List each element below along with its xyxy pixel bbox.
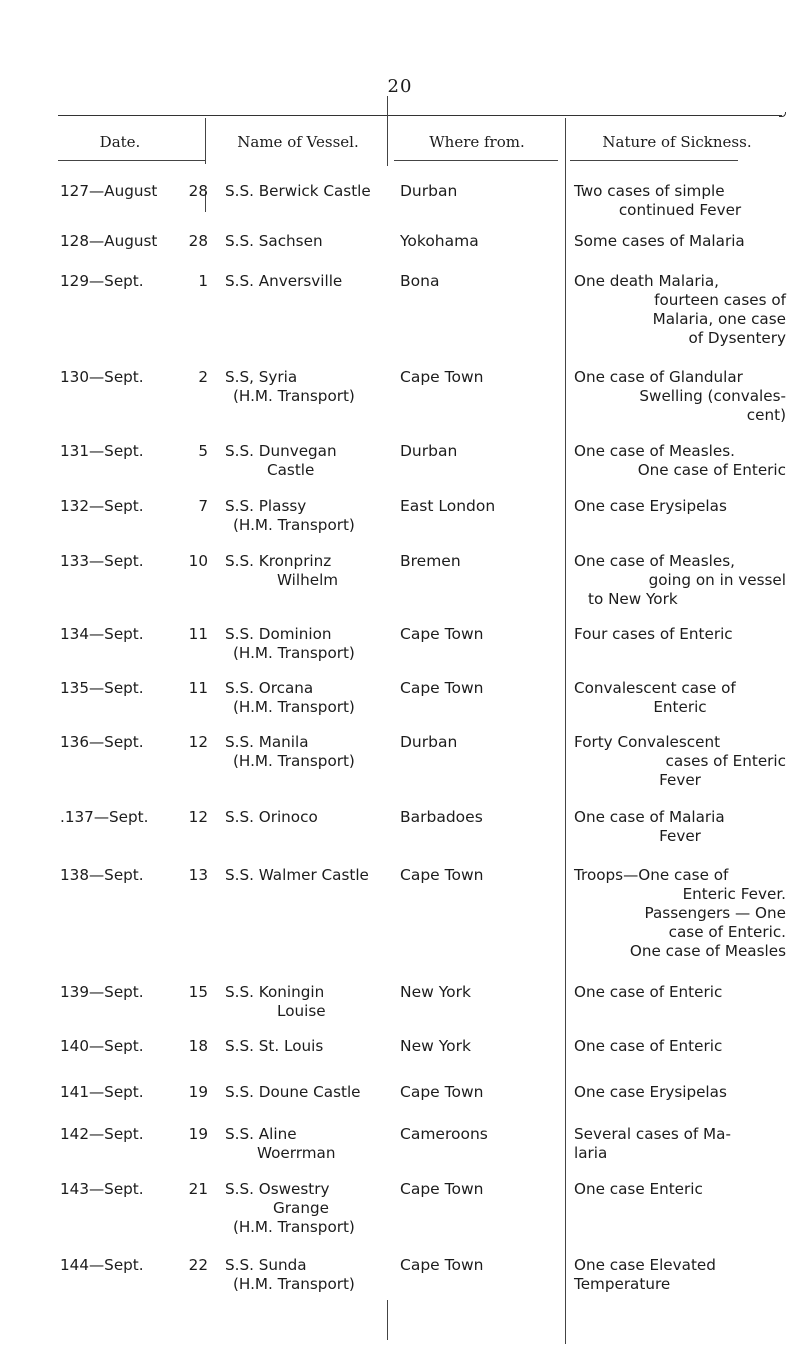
row-day: 22: [188, 1256, 208, 1274]
row-from: Bremen: [400, 552, 461, 570]
row-vessel: S.S. Oswestry Grange (H.M. Transport): [225, 1180, 355, 1236]
row-number: 143—Sept.: [60, 1180, 144, 1198]
row-number: 132—Sept.: [60, 497, 144, 515]
row-nature: One case of Measles. One case of Enteric: [574, 442, 786, 479]
row-day: 28: [188, 232, 208, 250]
row-vessel: S.S. Dunvegan Castle: [225, 442, 337, 479]
row-number: 130—Sept.: [60, 368, 144, 386]
row-vessel: S.S. Manila (H.M. Transport): [225, 733, 355, 770]
header-nature: Nature of Sickness.: [602, 133, 752, 151]
row-vessel: S.S. St. Louis: [225, 1037, 324, 1055]
row-number: 127—August: [60, 182, 158, 200]
row-number: 131—Sept.: [60, 442, 144, 460]
row-nature: One case Enteric: [574, 1180, 703, 1198]
row-nature: One case of Glandular Swelling (convales- cent): [574, 368, 786, 424]
row-nature: One case Erysipelas: [574, 497, 727, 515]
row-from: East London: [400, 497, 496, 515]
row-number: 135—Sept.: [60, 679, 144, 697]
row-day: 2: [198, 368, 208, 386]
header-vessel: Name of Vessel.: [237, 133, 359, 151]
row-day: 10: [188, 552, 208, 570]
row-nature: One case Elevated Temperature: [574, 1256, 716, 1293]
row-day: 19: [188, 1083, 208, 1101]
row-nature: One case of Malaria Fever: [574, 808, 725, 845]
row-from: Yokohama: [400, 232, 479, 250]
row-day: 7: [198, 497, 208, 515]
row-from: Cape Town: [400, 1180, 484, 1198]
row-from: New York: [400, 1037, 471, 1055]
row-day: 12: [188, 808, 208, 826]
row-nature: Four cases of Enteric: [574, 625, 733, 643]
row-day: 1: [198, 272, 208, 290]
row-from: Cameroons: [400, 1125, 488, 1143]
row-from: Cape Town: [400, 1083, 484, 1101]
row-nature: One case of Enteric: [574, 983, 723, 1001]
row-day: 21: [188, 1180, 208, 1198]
row-number: 139—Sept.: [60, 983, 144, 1001]
row-nature: One case Erysipelas: [574, 1083, 727, 1101]
row-nature: One case of Enteric: [574, 1037, 723, 1055]
row-vessel: S.S. Kronprinz Wilhelm: [225, 552, 339, 589]
row-nature: Some cases of Malaria: [574, 232, 745, 250]
row-from: Barbadoes: [400, 808, 483, 826]
row-day: 5: [198, 442, 208, 460]
header-from: Where from.: [429, 133, 525, 151]
row-number: 141—Sept.: [60, 1083, 144, 1101]
row-day: 11: [188, 625, 208, 643]
row-day: 28: [188, 182, 208, 200]
row-from: Durban: [400, 442, 458, 460]
row-from: Bona: [400, 272, 440, 290]
row-number: 138—Sept.: [60, 866, 144, 884]
row-from: Cape Town: [400, 1256, 484, 1274]
row-vessel: S.S. Walmer Castle: [225, 866, 369, 884]
row-number: 133—Sept.: [60, 552, 144, 570]
row-from: Cape Town: [400, 625, 484, 643]
row-vessel: S.S. Orinoco: [225, 808, 318, 826]
row-number: 144—Sept.: [60, 1256, 144, 1274]
row-from: Cape Town: [400, 368, 484, 386]
row-day: 15: [188, 983, 208, 1001]
row-number: 128—August: [60, 232, 158, 250]
row-day: 11: [188, 679, 208, 697]
row-vessel: S.S. Dominion (H.M. Transport): [225, 625, 355, 662]
row-number: 134—Sept.: [60, 625, 144, 643]
row-from: Durban: [400, 733, 458, 751]
row-number: 129—Sept.: [60, 272, 144, 290]
row-nature: Two cases of simple continued Fever: [574, 182, 742, 219]
row-from: Cape Town: [400, 866, 484, 884]
row-number: 140—Sept.: [60, 1037, 144, 1055]
row-from: Durban: [400, 182, 458, 200]
row-day: 18: [188, 1037, 208, 1055]
row-from: Cape Town: [400, 679, 484, 697]
header-date: Date.: [99, 133, 141, 151]
row-vessel: S.S. Anversville: [225, 272, 343, 290]
row-vessel: S.S. Sachsen: [225, 232, 323, 250]
row-vessel: S.S. Aline Woerrman: [225, 1125, 336, 1162]
row-nature: Convalescent case of Enteric: [574, 679, 736, 716]
row-nature: Forty Convalescent cases of Enteric Fever: [574, 733, 786, 789]
page-number: 20: [387, 76, 413, 97]
row-day: 19: [188, 1125, 208, 1143]
row-nature: Several cases of Ma- laria: [574, 1125, 731, 1162]
row-vessel: S.S. Plassy (H.M. Transport): [225, 497, 355, 534]
row-number: .137—Sept.: [60, 808, 149, 826]
row-number: 136—Sept.: [60, 733, 144, 751]
row-vessel: S.S, Syria (H.M. Transport): [225, 368, 355, 405]
row-vessel: S.S. Koningin Louise: [225, 983, 326, 1020]
row-vessel: S.S. Orcana (H.M. Transport): [225, 679, 355, 716]
row-nature: One case of Measles, going on in vessel to New York: [574, 552, 786, 608]
row-day: 13: [188, 866, 208, 884]
row-from: New York: [400, 983, 471, 1001]
row-vessel: S.S. Doune Castle: [225, 1083, 361, 1101]
row-vessel: S.S. Sunda (H.M. Transport): [225, 1256, 355, 1293]
row-nature: Troops—One case of Enteric Fever. Passengers — One case of Enteric. One case of Measles: [574, 866, 786, 960]
row-day: 12: [188, 733, 208, 751]
row-number: 142—Sept.: [60, 1125, 144, 1143]
row-vessel: S.S. Berwick Castle: [225, 182, 371, 200]
row-nature: One death Malaria, fourteen cases of Malaria, one case of Dysentery: [574, 272, 786, 347]
